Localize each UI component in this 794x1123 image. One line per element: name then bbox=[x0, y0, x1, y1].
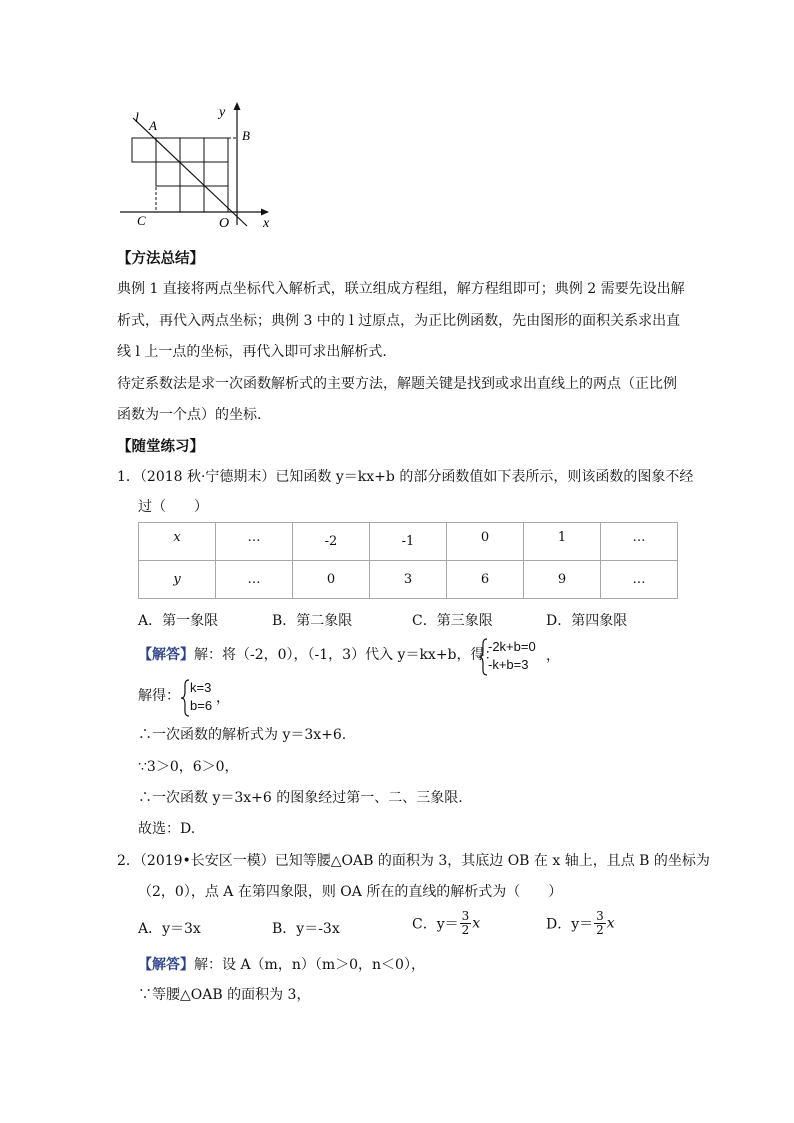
q2-answer-line2: ∵等腰△OAB 的面积为 3， bbox=[138, 987, 311, 1003]
method-summary-line: 函数为一个点）的坐标. bbox=[117, 407, 262, 423]
fraction bbox=[460, 910, 472, 937]
equation: k=3 bbox=[190, 680, 212, 695]
fraction-denominator: 2 bbox=[461, 923, 470, 937]
q2-option-a: A．y＝3x bbox=[138, 921, 201, 937]
q1-answer-line1 bbox=[138, 645, 499, 665]
table-cell: 3 bbox=[370, 561, 447, 599]
table-cell: … bbox=[216, 561, 293, 599]
table-cell: 9 bbox=[524, 561, 601, 599]
q1-step: ∴一次函数的解析式为 y＝3x+6. bbox=[138, 727, 347, 743]
table-cell: -2 bbox=[293, 523, 370, 561]
table-cell: … bbox=[601, 561, 678, 599]
fraction-denominator: 2 bbox=[596, 923, 604, 937]
label-l: l bbox=[135, 111, 139, 126]
practice-heading: 【随堂练习】 bbox=[117, 439, 204, 455]
q2-answer-line1 bbox=[138, 955, 425, 975]
fraction-numerator: 3 bbox=[461, 909, 470, 923]
label-B: B bbox=[242, 128, 250, 143]
table-cell: 0 bbox=[293, 561, 370, 599]
q1-option-c: C．第三象限 bbox=[412, 613, 493, 629]
answer-text: 解：将（-2，0），（-1，3）代入 y＝kx+b，得： bbox=[194, 647, 499, 663]
table-cell: x bbox=[139, 523, 216, 561]
option-prefix: C．y＝ bbox=[412, 916, 459, 933]
method-summary-heading: 【方法总结】 bbox=[117, 251, 204, 267]
option-prefix: D．y＝ bbox=[546, 916, 594, 933]
comma: ， bbox=[546, 648, 560, 664]
label-y: y bbox=[219, 105, 226, 120]
option-variable: x bbox=[606, 915, 615, 932]
fraction bbox=[594, 910, 606, 937]
answer-tag: 【解答】 bbox=[138, 647, 194, 663]
table-cell: y bbox=[139, 561, 216, 599]
table-cell: 6 bbox=[447, 561, 524, 599]
label-O: O bbox=[219, 216, 230, 231]
fraction-numerator: 3 bbox=[596, 909, 604, 923]
equation: -2k+b=0 bbox=[488, 639, 536, 654]
coordinate-figure bbox=[115, 100, 275, 235]
table-cell: 1 bbox=[524, 523, 601, 561]
comma: ， bbox=[216, 690, 230, 706]
answer-text: 解：设 A（m，n）（m＞0，n＜0）， bbox=[194, 957, 425, 973]
table-row bbox=[139, 523, 678, 561]
left-brace-icon bbox=[180, 679, 190, 717]
table-row bbox=[139, 561, 678, 599]
left-brace-icon bbox=[478, 638, 488, 676]
q2-stem-line2: （2，0），点 A 在第四象限，则 OA 所在的直线的解析式为（ ） bbox=[138, 884, 563, 900]
q1-option-a: A．第一象限 bbox=[138, 613, 219, 629]
method-summary-line: 析式，再代入两点坐标；典例 3 中的 l 过原点，为正比例函数，先由图形的面积关系求出直 bbox=[117, 313, 681, 329]
label-x: x bbox=[263, 216, 270, 231]
equation-system-1 bbox=[488, 638, 536, 674]
q1-step: ∴一次函数 y＝3x+6 的图象经过第一、二、三象限. bbox=[138, 790, 463, 806]
q1-option-d: D．第四象限 bbox=[546, 613, 628, 629]
q2-option-c bbox=[412, 910, 480, 937]
label-C: C bbox=[137, 213, 146, 228]
q2-stem-line1: 2．（2019•长安区一模）已知等腰△OAB 的面积为 3，其底边 OB 在 x 轴上，且点 B 的坐标为 bbox=[117, 853, 710, 869]
q1-stem-line1: 1．（2018 秋·宁德期末）已知函数 y＝kx+b 的部分函数值如下表所示，则该函数的图象不经 bbox=[117, 469, 694, 485]
method-summary-line: 待定系数法是求一次函数解析式的主要方法，解题关键是找到或求出直线上的两点（正比例 bbox=[117, 376, 677, 392]
equation-system-2 bbox=[190, 679, 212, 715]
option-variable: x bbox=[472, 915, 481, 932]
solve-label: 解得： bbox=[138, 688, 180, 704]
q1-step: 故选：D. bbox=[138, 821, 196, 837]
equation: b=6 bbox=[190, 698, 213, 713]
q2-option-b: B．y＝-3x bbox=[272, 921, 340, 937]
q1-step: ∵3＞0，6＞0， bbox=[138, 759, 239, 775]
q2-option-d bbox=[546, 910, 615, 937]
answer-tag: 【解答】 bbox=[138, 957, 194, 973]
method-summary-line: 线 l 上一点的坐标，再代入即可求出解析式. bbox=[117, 344, 387, 360]
table-cell: 0 bbox=[447, 523, 524, 561]
label-A: A bbox=[149, 118, 157, 133]
method-summary-line: 典例 1 直接将两点坐标代入解析式，联立组成方程组，解方程组即可；典例 2 需要先设出解 bbox=[117, 281, 685, 297]
equation: -k+b=3 bbox=[488, 657, 529, 672]
table-cell: -1 bbox=[370, 523, 447, 561]
table-cell: … bbox=[216, 523, 293, 561]
table-cell: … bbox=[601, 523, 678, 561]
q1-value-table bbox=[138, 522, 678, 599]
q1-stem-line2: 过（ ） bbox=[138, 499, 208, 515]
q1-option-b: B．第二象限 bbox=[272, 613, 353, 629]
